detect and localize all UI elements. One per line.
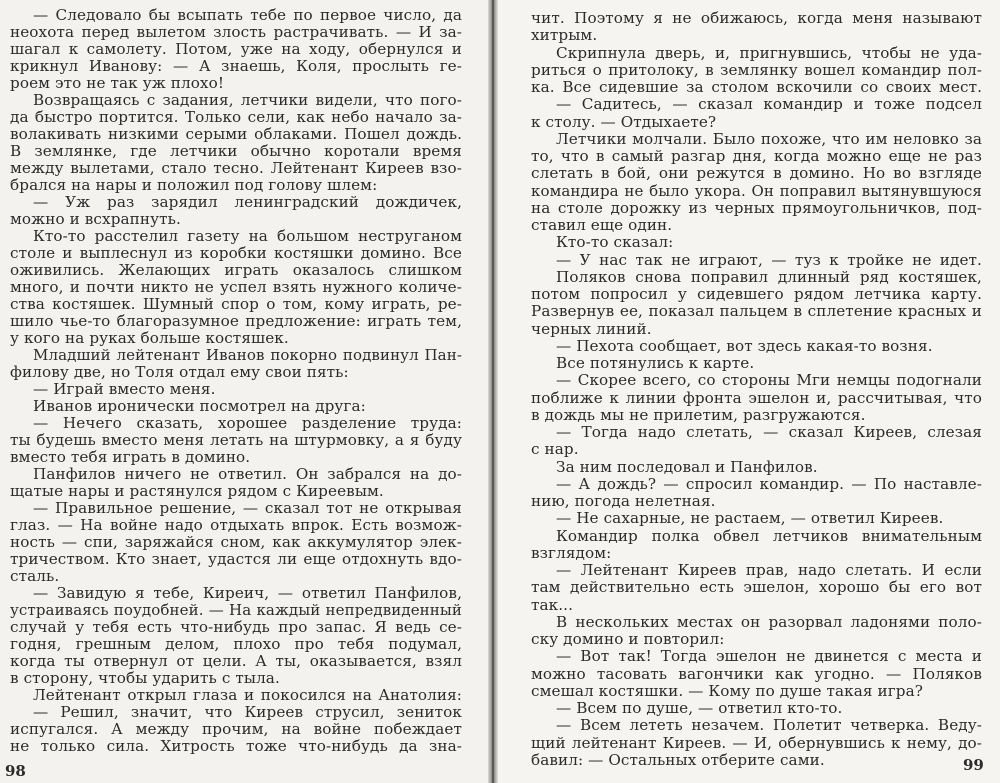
text-line: — Играй вместо меня. [33, 380, 216, 398]
text-line: чит. Поэтому я не обижаюсь, когда меня называют [531, 9, 982, 27]
text-line: на столе дорожку из черных прямоугольничков, под- [531, 198, 982, 217]
text-line: ты будешь вместо меня летать на штурмовку, а я буду [10, 431, 462, 449]
text-line: можно и всхрапнуть. [10, 210, 181, 228]
text-line: Возвращаясь с задания, летчики видели, что пого- [33, 91, 462, 109]
text-line: роем это не так уж плохо! [10, 74, 225, 92]
text-line: устраиваясь поудобней. — На каждый непредвиденный [10, 601, 462, 619]
text-line: — А дождь? — спросил командир. — По наставле- [556, 474, 982, 493]
text-line: брался на нары и положил под голову шлем: [10, 176, 378, 194]
text-line: тричеством. Кто знает, удастся ли еще отдохнуть вдо- [10, 550, 462, 568]
text-line: случай у тебя есть что-нибудь про запас. Я ведь се- [10, 618, 462, 636]
text-line: — Садитесь, — сказал командир и тоже подсел [556, 95, 982, 114]
text-line: — Нечего сказать, хорошее разделение труда: [33, 414, 462, 432]
text-line: — У нас так не играют, — туз к тройке не идет. [556, 250, 982, 269]
text-line: нию, погода нелетная. [531, 492, 716, 510]
text-line: Кто-то расстелил газету на большом неструганом [33, 227, 462, 245]
text-line: командира не было укора. Он поправил вытянувшуюся [531, 181, 982, 200]
text-line: ставил еще один. [531, 216, 673, 234]
text-line: щий лейтенант Киреев. — И, обернувшись к нему, до- [531, 733, 982, 752]
text-line: можно тасовать вагончики как угодно. — Поляков [531, 664, 982, 683]
text-line: Иванов иронически посмотрел на друга: [33, 397, 366, 415]
text-line: риться о притолоку, в землянку вошел командир пол- [531, 60, 982, 79]
text-line: — Вот так! Тогда эшелон не двинется с места и [556, 647, 982, 666]
text-line: — Тогда надо слетать, — сказал Киреев, слезая [556, 423, 982, 441]
text-line: Развернув ее, показал пальцем в сплетение красных и [531, 302, 982, 321]
text-line: в дождь мы не прилетим, разгружаются. [531, 405, 866, 424]
text-line: — Всем по душе, — ответил кто-то. [556, 699, 843, 717]
text-line: — Не сахарные, не растаем, — ответил Киреев. [556, 509, 944, 528]
text-line: неохота перед вылетом злость растрачивать. — И за- [10, 23, 462, 41]
text-line: к столу. — Отдыхаете? [531, 112, 717, 131]
text-line: Летчики молчали. Было похоже, что им неловко за [556, 129, 982, 148]
text-line: Поляков снова поправил длинный ряд костяшек, [556, 267, 982, 286]
text-line: смешал костяшки. — Кому по душе такая игра? [531, 681, 923, 700]
text-line: Панфилов ничего не ответил. Он забрался на до- [33, 465, 462, 483]
text-line: — Правильное решение, — сказал тот не открывая [33, 499, 462, 517]
text-line: волакивать низкими серыми облаками. Пошел дождь. [10, 125, 462, 143]
text-line: не только сила. Хитрость тоже что-нибудь да зна- [10, 737, 462, 755]
text-line: так... [531, 595, 574, 614]
text-line: вместо тебя играть в домино. [10, 448, 251, 466]
text-line: Кто-то сказал: [556, 233, 674, 252]
text-line: оживились. Желающих играть оказалось слишком [10, 261, 462, 279]
text-line: ка. Все сидевшие за столом вскочили со своих мест. [531, 78, 982, 96]
text-line: в сторону, чтобы ударить с тыла. [10, 669, 280, 687]
text-line: Лейтенант открыл глаза и покосился на Анатолия: [33, 686, 462, 704]
text-line: хитрым. [531, 26, 598, 45]
page-number-left: 98 [5, 762, 26, 780]
text-line: — Всем лететь незачем. Полетит четверка. Веду- [556, 716, 982, 735]
text-line: За ним последовал и Панфилов. [556, 457, 818, 476]
text-line: с нар. [531, 440, 579, 459]
text-line: черных линий. [531, 319, 652, 338]
text-line: — Завидую я тебе, Киреич, — ответил Панфилов, [33, 584, 462, 602]
text-line: когда ты отвернул от цели. А ты, оказывается, взял [10, 652, 462, 670]
text-line: Скрипнула дверь, и, пригнувшись, чтобы не уда- [556, 43, 982, 62]
text-line: В землянке, где летчики обычно коротали время [10, 142, 462, 160]
text-line: Командир полка обвел летчиков внимательным [556, 526, 982, 545]
text-line: — Лейтенант Киреев прав, надо слетать. И если [556, 561, 982, 579]
text-line: крикнул Иванову: — А знаешь, Коля, прослыть ге- [10, 57, 462, 75]
text-line: В нескольких местах он разорвал ладонями поло- [556, 612, 982, 631]
text-line: у кого на руках больше костяшек. [10, 329, 289, 347]
text-line: да быстро портится. Только сели, как небо начало за- [10, 108, 462, 126]
text-line: там действительно есть эшелон, хорошо бы его вот [531, 578, 982, 597]
text-line: между вылетами, стало тесно. Лейтенант Киреев взо- [10, 159, 462, 177]
text-line: ску домино и повторил: [531, 630, 725, 648]
text-line: — Скорее всего, со стороны Мги немцы подогнали [556, 371, 982, 390]
right-page [498, 0, 1000, 783]
page-number-right: 99 [963, 756, 984, 774]
book-spine-gutter [488, 0, 498, 783]
text-line: бавил: — Остальных отберите сами. [531, 750, 825, 769]
text-line: годня, грешным делом, плохо про тебя подумал, [10, 635, 462, 653]
text-line: Все потянулись к карте. [556, 354, 755, 372]
text-line: шагал к самолету. Потом, уже на ходу, обернулся и [10, 40, 462, 58]
text-line: слетать в бой, они режутся в домино. Но во взгляде [531, 164, 982, 183]
text-line: столе и выплеснул из коробки костяшки домино. Все [10, 244, 462, 262]
text-line: — Следовало бы всыпать тебе по первое число, да [33, 6, 462, 24]
text-line: поближе к линии фронта эшелон и, рассчитывая, что [531, 388, 982, 407]
text-line: ства костяшек. Шумный спор о том, кому играть, ре- [10, 295, 462, 313]
text-line: — Решил, значит, что Киреев струсил, зениток [33, 703, 462, 721]
text-line: глаз. — На войне надо отдыхать впрок. Есть возмож- [10, 516, 462, 534]
text-line: сталь. [10, 567, 60, 585]
text-line: взглядом: [531, 543, 612, 562]
text-line: — Пехота сообщает, вот здесь какая-то возня. [556, 336, 933, 355]
left-page [0, 0, 488, 783]
text-line: филову две, но Толя отдал ему свои пять: [10, 363, 349, 381]
text-line: Младший лейтенант Иванов покорно подвинул Пан- [33, 346, 462, 364]
text-line: ность — спи, заряжайся сном, как аккумулятор элек- [10, 533, 462, 551]
text-line: то, что в самый разгар дня, когда можно еще не раз [531, 147, 982, 165]
text-line: много, и почти никто не успел взять нужного количе- [10, 278, 462, 296]
text-line: щатые нары и растянулся рядом с Киреевым. [10, 482, 384, 500]
text-line: испугался. А между прочим, на войне побеждает [10, 720, 462, 738]
text-line: — Уж раз зарядил ленинградский дождичек, [33, 193, 462, 211]
text-line: потом попросил у сидевшего рядом летчика карту. [531, 285, 982, 303]
text-line: шило чье-то благоразумное предложение: играть тем, [10, 312, 462, 330]
